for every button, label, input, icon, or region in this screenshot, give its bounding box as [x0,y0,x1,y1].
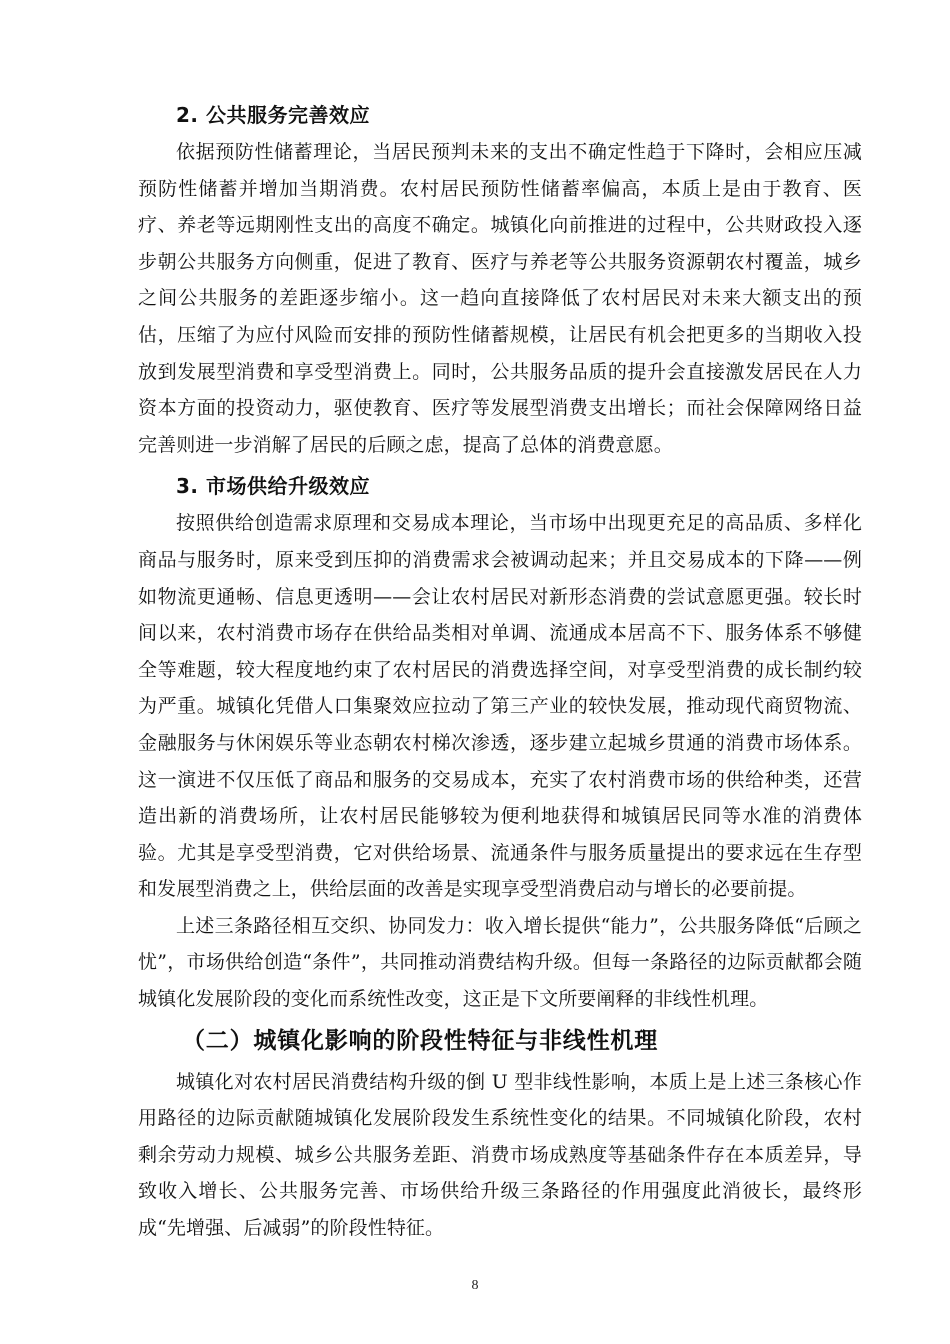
paragraph-market-supply: 按照供给创造需求原理和交易成本理论，当市场中出现更充足的高品质、多样化商品与服务时，原来受到压抑的消费需求会被调动起来；并且交易成本的下降——例如物流更通畅、信息更透明——会让农村居民对新形态消费的尝试意愿更强。较长时间以来，农村消费市场存在供给品类相对单调、流通成本居高不下、服务体系不够健全等难题，较大程度地约束了农村居民的消费选择空间，对享受型消费的成长制约较为严重。城镇化凭借人口集聚效应拉动了第三产业的较快发展，推动现代商贸物流、金融服务与休闲娱乐等业态朝农村梯次渗透，逐步建立起城乡贯通的消费市场体系。这一演进不仅压低了商品和服务的交易成本，充实了农村消费市场的供给种类，还营造出新的消费场所，让农村居民能够较为便利地获得和城镇居民同等水准的消费体验。尤其是享受型消费，它对供给场景、流通条件与服务质量提出的要求远在生存型和发展型消费之上，供给层面的改善是实现享受型消费启动与增长的必要前提。 [138,512,862,901]
section-heading-stage-nonlinear: （二）城镇化影响的阶段性特征与非线性机理 [182,1027,658,1054]
page-number: 8 [471,1278,479,1293]
section-heading-market-supply: 3. 市场供给升级效应 [176,474,370,499]
paragraph-stage-nonlinear: 城镇化对农村居民消费结构升级的倒 U 型非线性影响，本质上是上述三条核心作用路径的边际贡献随城镇化发展阶段发生系统性变化的结果。不同城镇化阶段，农村剩余劳动力规模、城乡公共服务差距、消费市场成熟度等基础条件存在本质差异，导致收入增长、公共服务完善、市场供给升级三条路径的作用强度此消彼长，最终形成“先增强、后减弱”的阶段性特征。 [138,1070,862,1240]
paragraph-paths-summary: 上述三条路径相互交织、协同发力：收入增长提供“能力”，公共服务降低“后顾之忧”，市场供给创造“条件”，共同推动消费结构升级。但每一条路径的边际贡献都会随城镇化发展阶段的变化而系统性改变，这正是下文所要阐释的非线性机理。 [138,914,862,1011]
page-body [138,96,862,1247]
section-heading-public-services: 2. 公共服务完善效应 [176,103,370,127]
paragraph-public-services: 依据预防性储蓄理论，当居民预判未来的支出不确定性趋于下降时，会相应压减预防性储蓄并增加当期消费。农村居民预防性储蓄率偏高，本质上是由于教育、医疗、养老等远期刚性支出的高度不确定。城镇化向前推进的过程中，公共财政投入逐步朝公共服务方向侧重，促进了教育、医疗与养老等公共服务资源朝农村覆盖，城乡之间公共服务的差距逐步缩小。这一趋向直接降低了农村居民对未来大额支出的预估，压缩了为应付风险而安排的预防性储蓄规模，让居民有机会把更多的当期收入投放到发展型消费和享受型消费上。同时，公共服务品质的提升会直接激发居民在人力资本方面的投资动力，驱使教育、医疗等发展型消费支出增长；而社会保障网络日益完善则进一步消解了居民的后顾之虑，提高了总体的消费意愿。 [138,141,862,456]
